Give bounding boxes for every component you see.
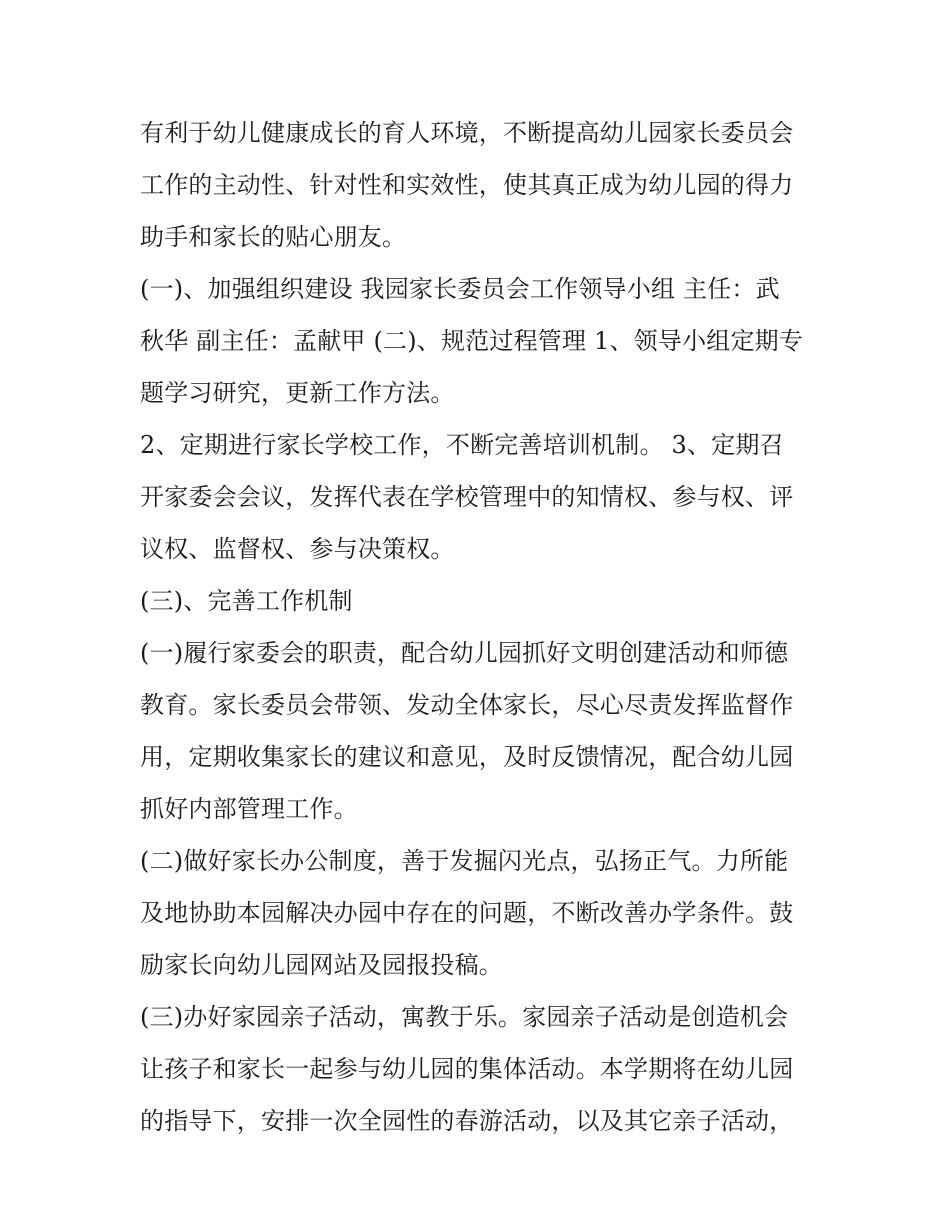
text-line: 的指导下，安排一次全园性的春游活动，以及其它亲子活动，: [140, 1107, 794, 1135]
text-line: 教育。家长委员会带领、发动全体家长，尽心尽责发挥监督作: [140, 691, 794, 719]
text-line: 工作的主动性、针对性和实效性，使其真正成为幼儿园的得力: [140, 171, 794, 199]
text-line: 议权、监督权、参与决策权。: [140, 535, 455, 563]
paragraph-section-organization: [140, 263, 815, 419]
text-line: (三)办好家园亲子活动，寓教于乐。家园亲子活动是创造机会: [140, 1003, 789, 1031]
text-line: (一)履行家委会的职责，配合幼儿园抓好文明创建活动和师德: [140, 639, 789, 667]
paragraph-intro: [140, 107, 815, 263]
text-line: 助手和家长的贴心朋友。: [140, 223, 407, 251]
text-line: 有利于幼儿健康成长的育人环境，不断提高幼儿园家长委员会: [140, 119, 794, 147]
paragraph-family-activities: [140, 991, 815, 1147]
text-line: (一)、加强组织建设 我园家长委员会工作领导小组 主任：武: [140, 275, 780, 303]
text-line: 励家长向幼儿园网站及园报投稿。: [140, 951, 503, 979]
text-line: 让孩子和家长一起参与幼儿园的集体活动。本学期将在幼儿园: [140, 1055, 794, 1083]
text-line: 用，定期收集家长的建议和意见，及时反馈情况，配合幼儿园: [140, 743, 794, 771]
document-body: [140, 107, 815, 1147]
paragraph-duties: [140, 627, 815, 835]
text-line: 抓好内部管理工作。: [140, 795, 358, 823]
paragraph-office-system: [140, 835, 815, 991]
text-line: (二)做好家长办公制度，善于发掘闪光点，弘扬正气。力所能: [140, 847, 789, 875]
text-line: 开家委会会议，发挥代表在学校管理中的知情权、参与权、评: [140, 483, 794, 511]
paragraph-parent-school: [140, 419, 815, 575]
text-line: 及地协助本园解决办园中存在的问题，不断改善办学条件。鼓: [140, 899, 794, 927]
text-line: 秋华 副主任：孟献甲 (二)、规范过程管理 1、领导小组定期专: [140, 327, 804, 355]
text-line: (三)、完善工作机制: [140, 587, 353, 615]
text-line: 题学习研究，更新工作方法。: [140, 379, 455, 407]
section-heading-mechanism: [140, 575, 815, 627]
text-line: 2、定期进行家长学校工作，不断完善培训机制。 3、定期召: [140, 431, 784, 459]
